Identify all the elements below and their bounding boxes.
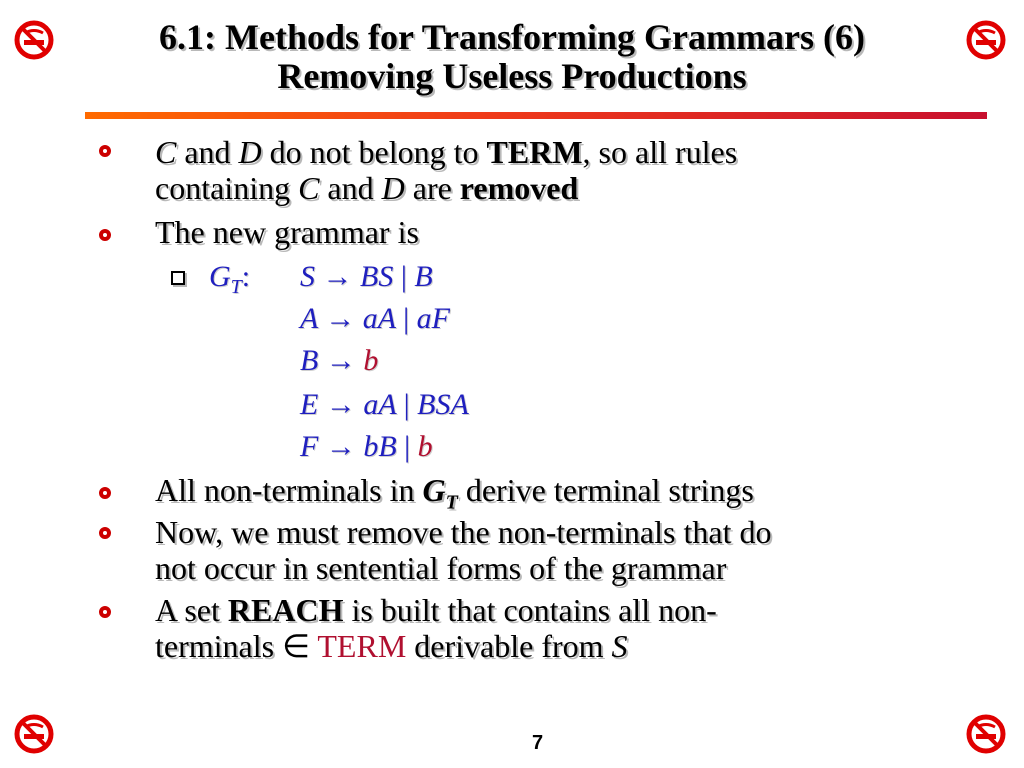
grammar-rule-e: E → aA | BSA	[300, 388, 469, 421]
grammar-rule-a: A → aA | aF	[300, 302, 450, 335]
no-smoking-icon	[14, 714, 54, 754]
title-divider	[85, 112, 987, 119]
bullet-4-text: Now, we must remove the non-terminals that do not occur in sentential forms of the grammar	[155, 514, 772, 586]
bullet-2-text: The new grammar is	[155, 214, 419, 250]
bullet-icon	[99, 522, 111, 545]
no-smoking-icon	[14, 20, 54, 60]
no-smoking-icon	[966, 714, 1006, 754]
bullet-icon	[99, 482, 111, 505]
grammar-rule-b: B → b	[300, 344, 379, 377]
bullet-5-text: A set REACH is built that contains all non- terminals ∈ TERM derivable from S	[155, 592, 717, 664]
bullet-3-text: All non-terminals in $G_T$ derive terminal strings	[155, 472, 754, 514]
grammar-rule-f: F → bB | b	[300, 430, 433, 463]
sub-bullet-icon	[171, 271, 185, 285]
bullet-icon	[99, 140, 111, 163]
grammar-label: $G_T$:	[209, 260, 251, 298]
title-line-1: 6.1: Methods for Transforming Grammars (6)	[159, 17, 865, 57]
title-line-2: Removing Useless Productions	[277, 56, 747, 96]
bullet-1-text: C and D do not belong to TERM, so all rules containing C and D are removed	[155, 134, 738, 206]
no-smoking-icon	[966, 20, 1006, 60]
bullet-icon	[99, 224, 111, 247]
slide-title	[80, 18, 944, 96]
grammar-rule-s: S → BS | B	[300, 260, 433, 293]
page-number: 7	[532, 732, 544, 754]
bullet-icon	[99, 601, 111, 624]
